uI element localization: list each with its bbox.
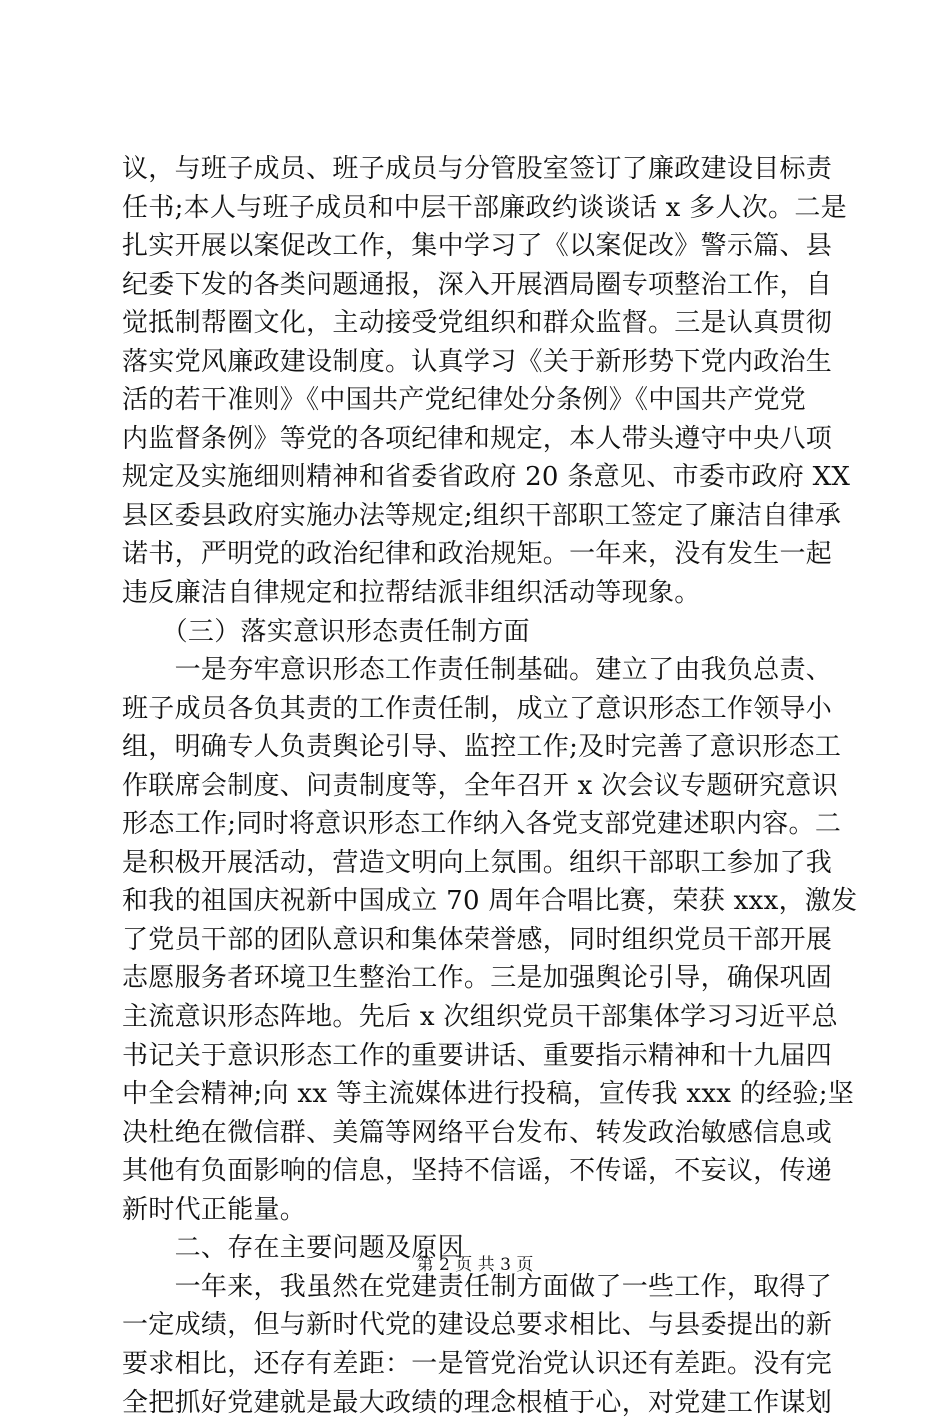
- text-line: 纪委下发的各类问题通报，深入开展酒局圈专项整治工作，自: [122, 266, 842, 305]
- body-text: [122, 150, 842, 1422]
- text-line: 一年来，我虽然在党建责任制方面做了一些工作，取得了: [122, 1268, 842, 1307]
- text-line: 中全会精神;向 xx 等主流媒体进行投稿，宣传我 xxx 的经验;坚: [122, 1075, 842, 1114]
- text-line: 诺书，严明党的政治纪律和政治规矩。一年来，没有发生一起: [122, 535, 842, 574]
- text-line: 县区委县政府实施办法等规定;组织干部职工签定了廉洁自律承: [122, 497, 842, 536]
- section-heading: 二、存在主要问题及原因: [122, 1229, 842, 1268]
- text-line: 了党员干部的团队意识和集体荣誉感，同时组织党员干部开展: [122, 921, 842, 960]
- text-line: 班子成员各负其责的工作责任制，成立了意识形态工作领导小: [122, 690, 842, 729]
- text-line: 全把抓好党建就是最大政绩的理念根植于心，对党建工作谋划: [122, 1384, 842, 1422]
- page-number-footer: 第 2 页 共 3 页: [0, 1254, 950, 1276]
- section-heading: （三）落实意识形态责任制方面: [122, 613, 842, 652]
- text-line: 一定成绩，但与新时代党的建设总要求相比、与县委提出的新: [122, 1306, 842, 1345]
- text-line: 任书;本人与班子成员和中层干部廉政约谈谈话 x 多人次。二是: [122, 189, 842, 228]
- text-line: 内监督条例》等党的各项纪律和规定，本人带头遵守中央八项: [122, 420, 842, 459]
- text-line: 作联席会制度、问责制度等，全年召开 x 次会议专题研究意识: [122, 767, 842, 806]
- text-line: 落实党风廉政建设制度。认真学习《关于新形势下党内政治生: [122, 343, 842, 382]
- text-line: 主流意识形态阵地。先后 x 次组织党员干部集体学习习近平总: [122, 998, 842, 1037]
- text-line: 要求相比，还存有差距：一是管党治党认识还有差距。没有完: [122, 1345, 842, 1384]
- text-line: 形态工作;同时将意识形态工作纳入各党支部党建述职内容。二: [122, 805, 842, 844]
- text-line: 规定及实施细则精神和省委省政府 20 条意见、市委市政府 XX: [122, 458, 842, 497]
- text-line: 决杜绝在微信群、美篇等网络平台发布、转发政治敏感信息或: [122, 1114, 842, 1153]
- text-line: 议，与班子成员、班子成员与分管股室签订了廉政建设目标责: [122, 150, 842, 189]
- text-line: 扎实开展以案促改工作，集中学习了《以案促改》警示篇、县: [122, 227, 842, 266]
- text-line: 组，明确专人负责舆论引导、监控工作;及时完善了意识形态工: [122, 728, 842, 767]
- text-line: 活的若干准则》《中国共产党纪律处分条例》《中国共产党党: [122, 381, 842, 420]
- text-line: 志愿服务者环境卫生整治工作。三是加强舆论引导，确保巩固: [122, 959, 842, 998]
- text-line: 是积极开展活动，营造文明向上氛围。组织干部职工参加了我: [122, 844, 842, 883]
- text-line: 和我的祖国庆祝新中国成立 70 周年合唱比赛，荣获 xxx，激发: [122, 882, 842, 921]
- text-line: 一是夯牢意识形态工作责任制基础。建立了由我负总责、: [122, 651, 842, 690]
- text-line: 新时代正能量。: [122, 1191, 842, 1230]
- text-line: 违反廉洁自律规定和拉帮结派非组织活动等现象。: [122, 574, 842, 613]
- text-line: 觉抵制帮圈文化，主动接受党组织和群众监督。三是认真贯彻: [122, 304, 842, 343]
- text-line: 书记关于意识形态工作的重要讲话、重要指示精神和十九届四: [122, 1037, 842, 1076]
- text-line: 其他有负面影响的信息，坚持不信谣，不传谣，不妄议，传递: [122, 1152, 842, 1191]
